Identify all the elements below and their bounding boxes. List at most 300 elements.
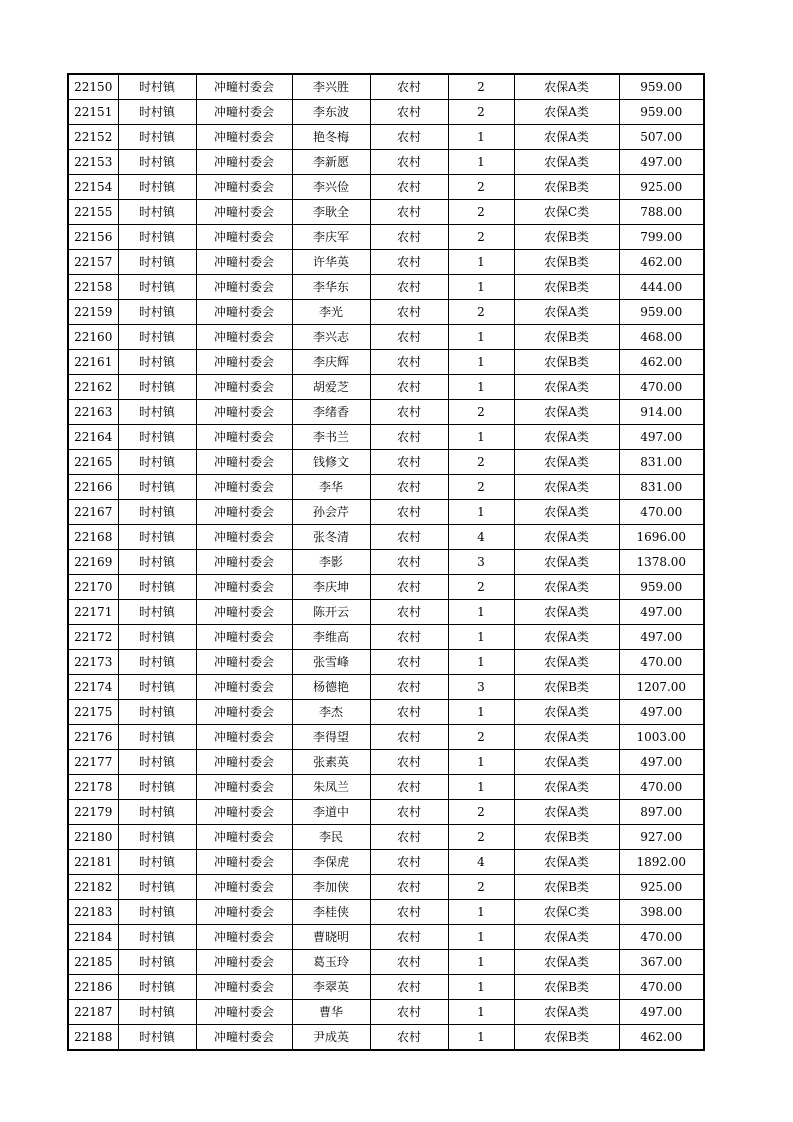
record-id-cell: 22163: [68, 400, 118, 425]
record-id-cell: 22166: [68, 475, 118, 500]
table-row: [68, 975, 704, 1000]
name-cell: 李耿全: [292, 200, 370, 225]
name-cell: 尹成英: [292, 1025, 370, 1051]
record-id-cell: 22167: [68, 500, 118, 525]
village-committee-cell: 冲疃村委会: [196, 425, 292, 450]
insurance-class-cell: 农保A类: [514, 400, 619, 425]
insurance-class-cell: 农保A类: [514, 74, 619, 100]
village-committee-cell: 冲疃村委会: [196, 525, 292, 550]
amount-cell: 367.00: [619, 950, 704, 975]
town-cell: 时村镇: [118, 325, 196, 350]
village-committee-cell: 冲疃村委会: [196, 1000, 292, 1025]
member-count-cell: 2: [448, 800, 514, 825]
table-row: [68, 250, 704, 275]
household-type-cell: 农村: [370, 275, 448, 300]
name-cell: 张雪峰: [292, 650, 370, 675]
household-type-cell: 农村: [370, 375, 448, 400]
household-type-cell: 农村: [370, 600, 448, 625]
amount-cell: 959.00: [619, 575, 704, 600]
name-cell: 李维高: [292, 625, 370, 650]
household-type-cell: 农村: [370, 925, 448, 950]
name-cell: 李加侠: [292, 875, 370, 900]
insurance-class-cell: 农保B类: [514, 350, 619, 375]
town-cell: 时村镇: [118, 125, 196, 150]
table-row: [68, 625, 704, 650]
member-count-cell: 2: [448, 100, 514, 125]
member-count-cell: 2: [448, 575, 514, 600]
record-id-cell: 22157: [68, 250, 118, 275]
amount-cell: 799.00: [619, 225, 704, 250]
table-row: [68, 400, 704, 425]
table-body: [68, 74, 704, 1050]
town-cell: 时村镇: [118, 1000, 196, 1025]
town-cell: 时村镇: [118, 725, 196, 750]
town-cell: 时村镇: [118, 1025, 196, 1051]
town-cell: 时村镇: [118, 225, 196, 250]
household-type-cell: 农村: [370, 1000, 448, 1025]
member-count-cell: 2: [448, 450, 514, 475]
town-cell: 时村镇: [118, 450, 196, 475]
member-count-cell: 2: [448, 825, 514, 850]
record-id-cell: 22188: [68, 1025, 118, 1051]
name-cell: 李庆坤: [292, 575, 370, 600]
member-count-cell: 2: [448, 400, 514, 425]
amount-cell: 497.00: [619, 1000, 704, 1025]
member-count-cell: 1: [448, 625, 514, 650]
name-cell: 陈开云: [292, 600, 370, 625]
member-count-cell: 1: [448, 975, 514, 1000]
amount-cell: 468.00: [619, 325, 704, 350]
table-row: [68, 100, 704, 125]
town-cell: 时村镇: [118, 750, 196, 775]
record-id-cell: 22155: [68, 200, 118, 225]
town-cell: 时村镇: [118, 675, 196, 700]
village-committee-cell: 冲疃村委会: [196, 850, 292, 875]
amount-cell: 959.00: [619, 100, 704, 125]
town-cell: 时村镇: [118, 700, 196, 725]
town-cell: 时村镇: [118, 875, 196, 900]
table-row: [68, 775, 704, 800]
name-cell: 孙会芹: [292, 500, 370, 525]
amount-cell: 959.00: [619, 74, 704, 100]
insurance-class-cell: 农保C类: [514, 200, 619, 225]
member-count-cell: 3: [448, 675, 514, 700]
record-id-cell: 22173: [68, 650, 118, 675]
amount-cell: 470.00: [619, 775, 704, 800]
name-cell: 钱修文: [292, 450, 370, 475]
amount-cell: 1892.00: [619, 850, 704, 875]
household-type-cell: 农村: [370, 400, 448, 425]
household-type-cell: 农村: [370, 300, 448, 325]
household-type-cell: 农村: [370, 175, 448, 200]
insurance-class-cell: 农保A类: [514, 575, 619, 600]
insurance-class-cell: 农保B类: [514, 175, 619, 200]
table-row: [68, 175, 704, 200]
data-table: [67, 73, 705, 1051]
amount-cell: 831.00: [619, 450, 704, 475]
village-committee-cell: 冲疃村委会: [196, 375, 292, 400]
amount-cell: 470.00: [619, 500, 704, 525]
household-type-cell: 农村: [370, 975, 448, 1000]
name-cell: 李华: [292, 475, 370, 500]
member-count-cell: 2: [448, 200, 514, 225]
household-type-cell: 农村: [370, 550, 448, 575]
household-type-cell: 农村: [370, 775, 448, 800]
table-row: [68, 650, 704, 675]
member-count-cell: 1: [448, 700, 514, 725]
table-row: [68, 300, 704, 325]
amount-cell: 470.00: [619, 650, 704, 675]
member-count-cell: 1: [448, 775, 514, 800]
table-row: [68, 425, 704, 450]
insurance-class-cell: 农保A类: [514, 300, 619, 325]
insurance-class-cell: 农保A类: [514, 850, 619, 875]
town-cell: 时村镇: [118, 525, 196, 550]
town-cell: 时村镇: [118, 275, 196, 300]
household-type-cell: 农村: [370, 700, 448, 725]
insurance-class-cell: 农保A类: [514, 625, 619, 650]
insurance-class-cell: 农保B类: [514, 1025, 619, 1051]
table-row: [68, 125, 704, 150]
table-row: [68, 850, 704, 875]
insurance-class-cell: 农保A类: [514, 600, 619, 625]
amount-cell: 398.00: [619, 900, 704, 925]
name-cell: 李绪香: [292, 400, 370, 425]
member-count-cell: 1: [448, 750, 514, 775]
village-committee-cell: 冲疃村委会: [196, 250, 292, 275]
insurance-class-cell: 农保A类: [514, 450, 619, 475]
record-id-cell: 22185: [68, 950, 118, 975]
village-committee-cell: 冲疃村委会: [196, 900, 292, 925]
town-cell: 时村镇: [118, 650, 196, 675]
town-cell: 时村镇: [118, 975, 196, 1000]
table-row: [68, 450, 704, 475]
member-count-cell: 2: [448, 74, 514, 100]
insurance-class-cell: 农保A类: [514, 525, 619, 550]
household-type-cell: 农村: [370, 950, 448, 975]
insurance-class-cell: 农保B类: [514, 225, 619, 250]
member-count-cell: 2: [448, 175, 514, 200]
record-id-cell: 22170: [68, 575, 118, 600]
name-cell: 李桂侠: [292, 900, 370, 925]
record-id-cell: 22162: [68, 375, 118, 400]
name-cell: 李光: [292, 300, 370, 325]
village-committee-cell: 冲疃村委会: [196, 125, 292, 150]
amount-cell: 497.00: [619, 150, 704, 175]
member-count-cell: 1: [448, 125, 514, 150]
household-type-cell: 农村: [370, 525, 448, 550]
town-cell: 时村镇: [118, 150, 196, 175]
table-row: [68, 550, 704, 575]
table-row: [68, 325, 704, 350]
insurance-class-cell: 农保A类: [514, 425, 619, 450]
household-type-cell: 农村: [370, 150, 448, 175]
town-cell: 时村镇: [118, 100, 196, 125]
household-type-cell: 农村: [370, 725, 448, 750]
record-id-cell: 22176: [68, 725, 118, 750]
table-row: [68, 925, 704, 950]
table-row: [68, 675, 704, 700]
member-count-cell: 1: [448, 250, 514, 275]
member-count-cell: 1: [448, 600, 514, 625]
table-row: [68, 700, 704, 725]
record-id-cell: 22174: [68, 675, 118, 700]
record-id-cell: 22184: [68, 925, 118, 950]
amount-cell: 1378.00: [619, 550, 704, 575]
village-committee-cell: 冲疃村委会: [196, 875, 292, 900]
insurance-class-cell: 农保A类: [514, 500, 619, 525]
record-id-cell: 22160: [68, 325, 118, 350]
village-committee-cell: 冲疃村委会: [196, 150, 292, 175]
member-count-cell: 2: [448, 725, 514, 750]
insurance-class-cell: 农保A类: [514, 1000, 619, 1025]
household-type-cell: 农村: [370, 100, 448, 125]
record-id-cell: 22153: [68, 150, 118, 175]
name-cell: 李道中: [292, 800, 370, 825]
village-committee-cell: 冲疃村委会: [196, 550, 292, 575]
village-committee-cell: 冲疃村委会: [196, 650, 292, 675]
name-cell: 李书兰: [292, 425, 370, 450]
village-committee-cell: 冲疃村委会: [196, 350, 292, 375]
table-row: [68, 225, 704, 250]
town-cell: 时村镇: [118, 475, 196, 500]
member-count-cell: 1: [448, 275, 514, 300]
insurance-class-cell: 农保A类: [514, 375, 619, 400]
household-type-cell: 农村: [370, 250, 448, 275]
name-cell: 李兴胜: [292, 74, 370, 100]
household-type-cell: 农村: [370, 900, 448, 925]
village-committee-cell: 冲疃村委会: [196, 625, 292, 650]
member-count-cell: 1: [448, 425, 514, 450]
name-cell: 李得望: [292, 725, 370, 750]
village-committee-cell: 冲疃村委会: [196, 225, 292, 250]
insurance-class-cell: 农保A类: [514, 125, 619, 150]
household-type-cell: 农村: [370, 425, 448, 450]
amount-cell: 925.00: [619, 175, 704, 200]
record-id-cell: 22156: [68, 225, 118, 250]
insurance-class-cell: 农保B类: [514, 825, 619, 850]
household-type-cell: 农村: [370, 475, 448, 500]
household-type-cell: 农村: [370, 500, 448, 525]
name-cell: 张冬清: [292, 525, 370, 550]
table-row: [68, 500, 704, 525]
insurance-class-cell: 农保A类: [514, 775, 619, 800]
record-id-cell: 22182: [68, 875, 118, 900]
record-id-cell: 22171: [68, 600, 118, 625]
amount-cell: 1003.00: [619, 725, 704, 750]
name-cell: 李影: [292, 550, 370, 575]
household-type-cell: 农村: [370, 125, 448, 150]
town-cell: 时村镇: [118, 400, 196, 425]
name-cell: 李华东: [292, 275, 370, 300]
member-count-cell: 1: [448, 1025, 514, 1051]
record-id-cell: 22168: [68, 525, 118, 550]
village-committee-cell: 冲疃村委会: [196, 450, 292, 475]
amount-cell: 507.00: [619, 125, 704, 150]
record-id-cell: 22177: [68, 750, 118, 775]
record-id-cell: 22150: [68, 74, 118, 100]
name-cell: 杨德艳: [292, 675, 370, 700]
record-id-cell: 22175: [68, 700, 118, 725]
insurance-class-cell: 农保A类: [514, 950, 619, 975]
table-row: [68, 475, 704, 500]
amount-cell: 497.00: [619, 750, 704, 775]
amount-cell: 1696.00: [619, 525, 704, 550]
member-count-cell: 1: [448, 925, 514, 950]
record-id-cell: 22186: [68, 975, 118, 1000]
member-count-cell: 2: [448, 300, 514, 325]
amount-cell: 497.00: [619, 700, 704, 725]
record-id-cell: 22179: [68, 800, 118, 825]
table-row: [68, 350, 704, 375]
member-count-cell: 4: [448, 525, 514, 550]
town-cell: 时村镇: [118, 175, 196, 200]
amount-cell: 831.00: [619, 475, 704, 500]
table-row: [68, 525, 704, 550]
household-type-cell: 农村: [370, 625, 448, 650]
village-committee-cell: 冲疃村委会: [196, 400, 292, 425]
table-row: [68, 575, 704, 600]
village-committee-cell: 冲疃村委会: [196, 600, 292, 625]
amount-cell: 1207.00: [619, 675, 704, 700]
name-cell: 李杰: [292, 700, 370, 725]
town-cell: 时村镇: [118, 550, 196, 575]
table-row: [68, 950, 704, 975]
household-type-cell: 农村: [370, 825, 448, 850]
record-id-cell: 22183: [68, 900, 118, 925]
member-count-cell: 4: [448, 850, 514, 875]
village-committee-cell: 冲疃村委会: [196, 950, 292, 975]
member-count-cell: 1: [448, 950, 514, 975]
record-id-cell: 22180: [68, 825, 118, 850]
insurance-class-cell: 农保B类: [514, 675, 619, 700]
town-cell: 时村镇: [118, 350, 196, 375]
insurance-class-cell: 农保A类: [514, 100, 619, 125]
town-cell: 时村镇: [118, 950, 196, 975]
insurance-class-cell: 农保A类: [514, 550, 619, 575]
amount-cell: 497.00: [619, 425, 704, 450]
village-committee-cell: 冲疃村委会: [196, 800, 292, 825]
town-cell: 时村镇: [118, 825, 196, 850]
amount-cell: 788.00: [619, 200, 704, 225]
table-row: [68, 825, 704, 850]
amount-cell: 470.00: [619, 925, 704, 950]
member-count-cell: 1: [448, 1000, 514, 1025]
member-count-cell: 1: [448, 650, 514, 675]
table-row: [68, 800, 704, 825]
amount-cell: 914.00: [619, 400, 704, 425]
village-committee-cell: 冲疃村委会: [196, 725, 292, 750]
name-cell: 李庆军: [292, 225, 370, 250]
name-cell: 李兴俭: [292, 175, 370, 200]
amount-cell: 497.00: [619, 600, 704, 625]
household-type-cell: 农村: [370, 325, 448, 350]
name-cell: 李庆辉: [292, 350, 370, 375]
village-committee-cell: 冲疃村委会: [196, 575, 292, 600]
village-committee-cell: 冲疃村委会: [196, 1025, 292, 1051]
record-id-cell: 22169: [68, 550, 118, 575]
amount-cell: 462.00: [619, 1025, 704, 1051]
amount-cell: 927.00: [619, 825, 704, 850]
member-count-cell: 1: [448, 350, 514, 375]
name-cell: 张素英: [292, 750, 370, 775]
name-cell: 李兴志: [292, 325, 370, 350]
member-count-cell: 1: [448, 150, 514, 175]
village-committee-cell: 冲疃村委会: [196, 775, 292, 800]
record-id-cell: 22161: [68, 350, 118, 375]
table-row: [68, 275, 704, 300]
member-count-cell: 1: [448, 375, 514, 400]
village-committee-cell: 冲疃村委会: [196, 175, 292, 200]
town-cell: 时村镇: [118, 800, 196, 825]
village-committee-cell: 冲疃村委会: [196, 100, 292, 125]
table-row: [68, 1000, 704, 1025]
town-cell: 时村镇: [118, 600, 196, 625]
amount-cell: 470.00: [619, 975, 704, 1000]
member-count-cell: 2: [448, 475, 514, 500]
village-committee-cell: 冲疃村委会: [196, 975, 292, 1000]
table-row: [68, 750, 704, 775]
name-cell: 胡爱芝: [292, 375, 370, 400]
village-committee-cell: 冲疃村委会: [196, 675, 292, 700]
household-type-cell: 农村: [370, 650, 448, 675]
amount-cell: 925.00: [619, 875, 704, 900]
town-cell: 时村镇: [118, 250, 196, 275]
town-cell: 时村镇: [118, 925, 196, 950]
table-row: [68, 150, 704, 175]
insurance-class-cell: 农保B类: [514, 975, 619, 1000]
town-cell: 时村镇: [118, 625, 196, 650]
household-type-cell: 农村: [370, 575, 448, 600]
amount-cell: 470.00: [619, 375, 704, 400]
insurance-class-cell: 农保B类: [514, 275, 619, 300]
record-id-cell: 22165: [68, 450, 118, 475]
member-count-cell: 1: [448, 500, 514, 525]
town-cell: 时村镇: [118, 425, 196, 450]
town-cell: 时村镇: [118, 300, 196, 325]
household-type-cell: 农村: [370, 675, 448, 700]
insurance-class-cell: 农保A类: [514, 925, 619, 950]
name-cell: 葛玉玲: [292, 950, 370, 975]
insurance-class-cell: 农保B类: [514, 325, 619, 350]
insurance-class-cell: 农保A类: [514, 700, 619, 725]
table-row: [68, 600, 704, 625]
town-cell: 时村镇: [118, 850, 196, 875]
household-type-cell: 农村: [370, 350, 448, 375]
table-row: [68, 900, 704, 925]
insurance-class-cell: 农保B类: [514, 250, 619, 275]
record-id-cell: 22164: [68, 425, 118, 450]
table-row: [68, 725, 704, 750]
name-cell: 李翠英: [292, 975, 370, 1000]
insurance-class-cell: 农保C类: [514, 900, 619, 925]
name-cell: 曹晓明: [292, 925, 370, 950]
record-id-cell: 22159: [68, 300, 118, 325]
record-id-cell: 22158: [68, 275, 118, 300]
household-type-cell: 农村: [370, 200, 448, 225]
record-id-cell: 22151: [68, 100, 118, 125]
name-cell: 艳冬梅: [292, 125, 370, 150]
insurance-class-cell: 农保A类: [514, 725, 619, 750]
household-type-cell: 农村: [370, 750, 448, 775]
record-id-cell: 22181: [68, 850, 118, 875]
name-cell: 许华英: [292, 250, 370, 275]
town-cell: 时村镇: [118, 200, 196, 225]
name-cell: 李新愿: [292, 150, 370, 175]
household-type-cell: 农村: [370, 875, 448, 900]
village-committee-cell: 冲疃村委会: [196, 750, 292, 775]
town-cell: 时村镇: [118, 74, 196, 100]
